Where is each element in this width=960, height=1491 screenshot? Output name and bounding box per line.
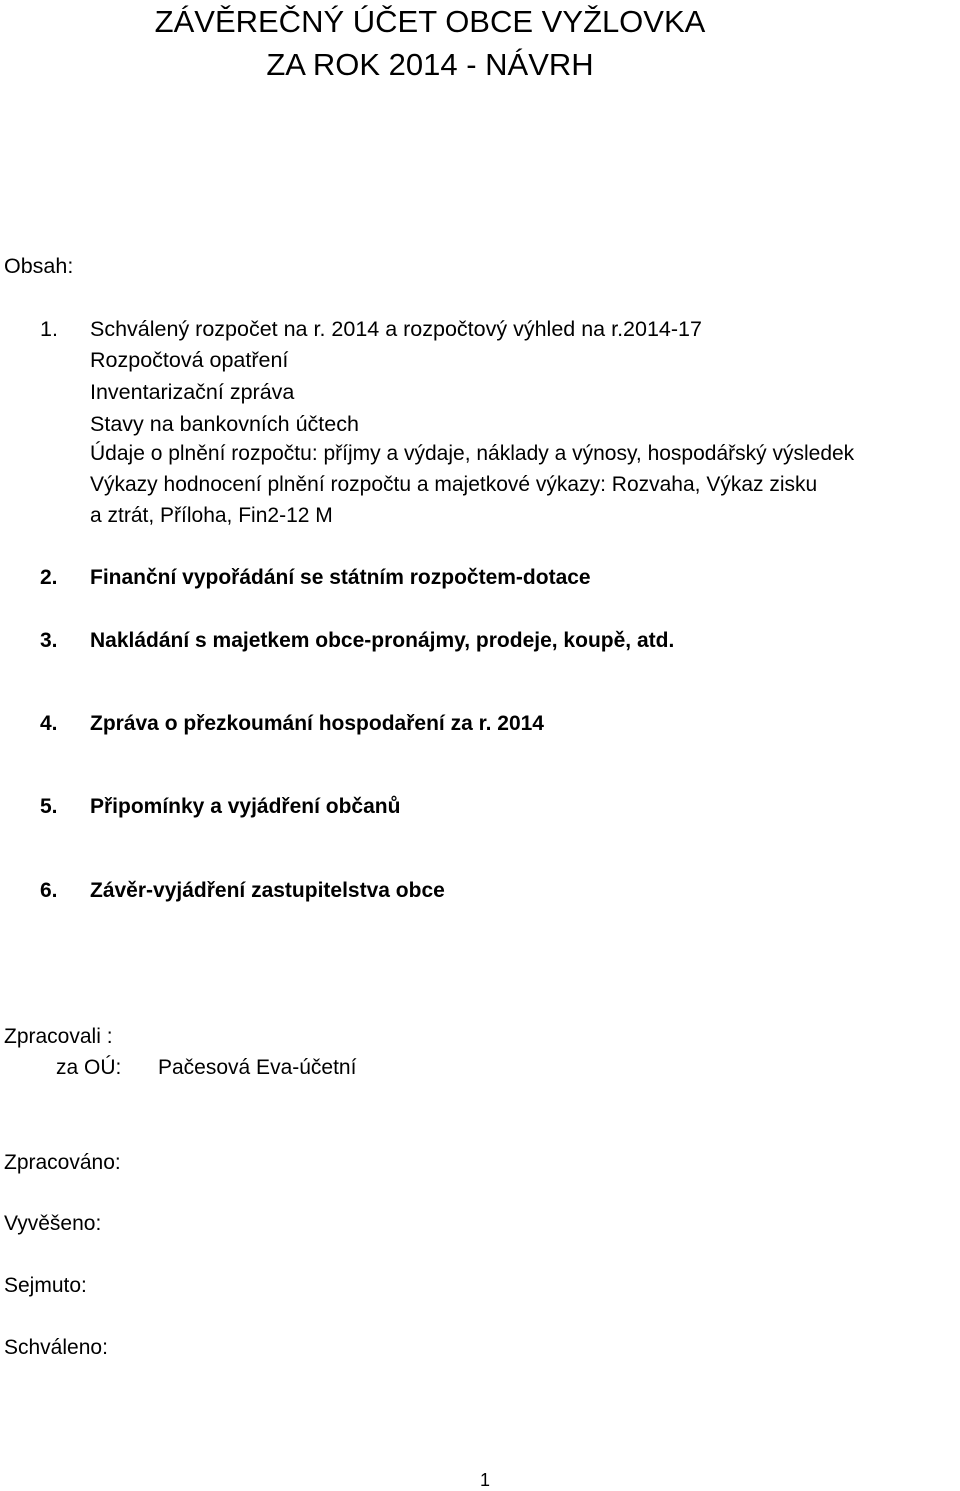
contents-item-1-line-1: Schválený rozpočet na r. 2014 a rozpočtový výhled na r.2014-17 xyxy=(90,317,702,341)
document-title-line-2: ZA ROK 2014 - NÁVRH xyxy=(266,47,594,82)
contents-item-3-text: Nakládání s majetkem obce-pronájmy, prodeje, koupě, atd. xyxy=(90,629,675,652)
approved-label: Schváleno: xyxy=(4,1336,108,1359)
office-person: Pačesová Eva-účetní xyxy=(158,1056,357,1079)
contents-item-1-number: 1. xyxy=(40,317,58,341)
contents-item-4-number: 4. xyxy=(40,712,58,735)
contents-item-6-text: Závěr-vyjádření zastupitelstva obce xyxy=(90,879,445,902)
contents-item-1-line-5: Údaje o plnění rozpočtu: příjmy a výdaje, náklady a výnosy, hospodářský výsledek xyxy=(90,442,855,465)
contents-item-2-number: 2. xyxy=(40,566,58,589)
document-title-line-1: ZÁVĚREČNÝ ÚČET OBCE VYŽLOVKA xyxy=(154,4,706,39)
contents-item-3-number: 3. xyxy=(40,629,58,652)
contents-item-1-line-4: Stavy na bankovních účtech xyxy=(90,412,359,436)
prepared-by-label: Zpracovali : xyxy=(4,1025,113,1048)
contents-item-6-number: 6. xyxy=(40,879,58,902)
contents-item-1-line-2: Rozpočtová opatření xyxy=(90,348,289,372)
contents-label: Obsah: xyxy=(4,254,74,278)
contents-item-5-number: 5. xyxy=(40,795,58,818)
contents-item-1-line-6: Výkazy hodnocení plnění rozpočtu a majetkové výkazy: Rozvaha, Výkaz zisku xyxy=(90,473,818,496)
contents-item-2-text: Finanční vypořádání se státním rozpočtem-dotace xyxy=(90,566,591,589)
posted-label: Vyvěšeno: xyxy=(4,1212,102,1235)
contents-item-1-line-7: a ztrát, Příloha, Fin2-12 M xyxy=(90,504,333,527)
contents-item-1-line-3: Inventarizační zpráva xyxy=(90,380,295,404)
processed-label: Zpracováno: xyxy=(4,1151,121,1174)
page-number: 1 xyxy=(480,1470,491,1490)
contents-item-5-text: Připomínky a vyjádření občanů xyxy=(90,795,401,818)
contents-item-4-text: Zpráva o přezkoumání hospodaření za r. 2014 xyxy=(90,712,544,735)
office-label: za OÚ: xyxy=(56,1056,122,1079)
removed-label: Sejmuto: xyxy=(4,1274,87,1297)
